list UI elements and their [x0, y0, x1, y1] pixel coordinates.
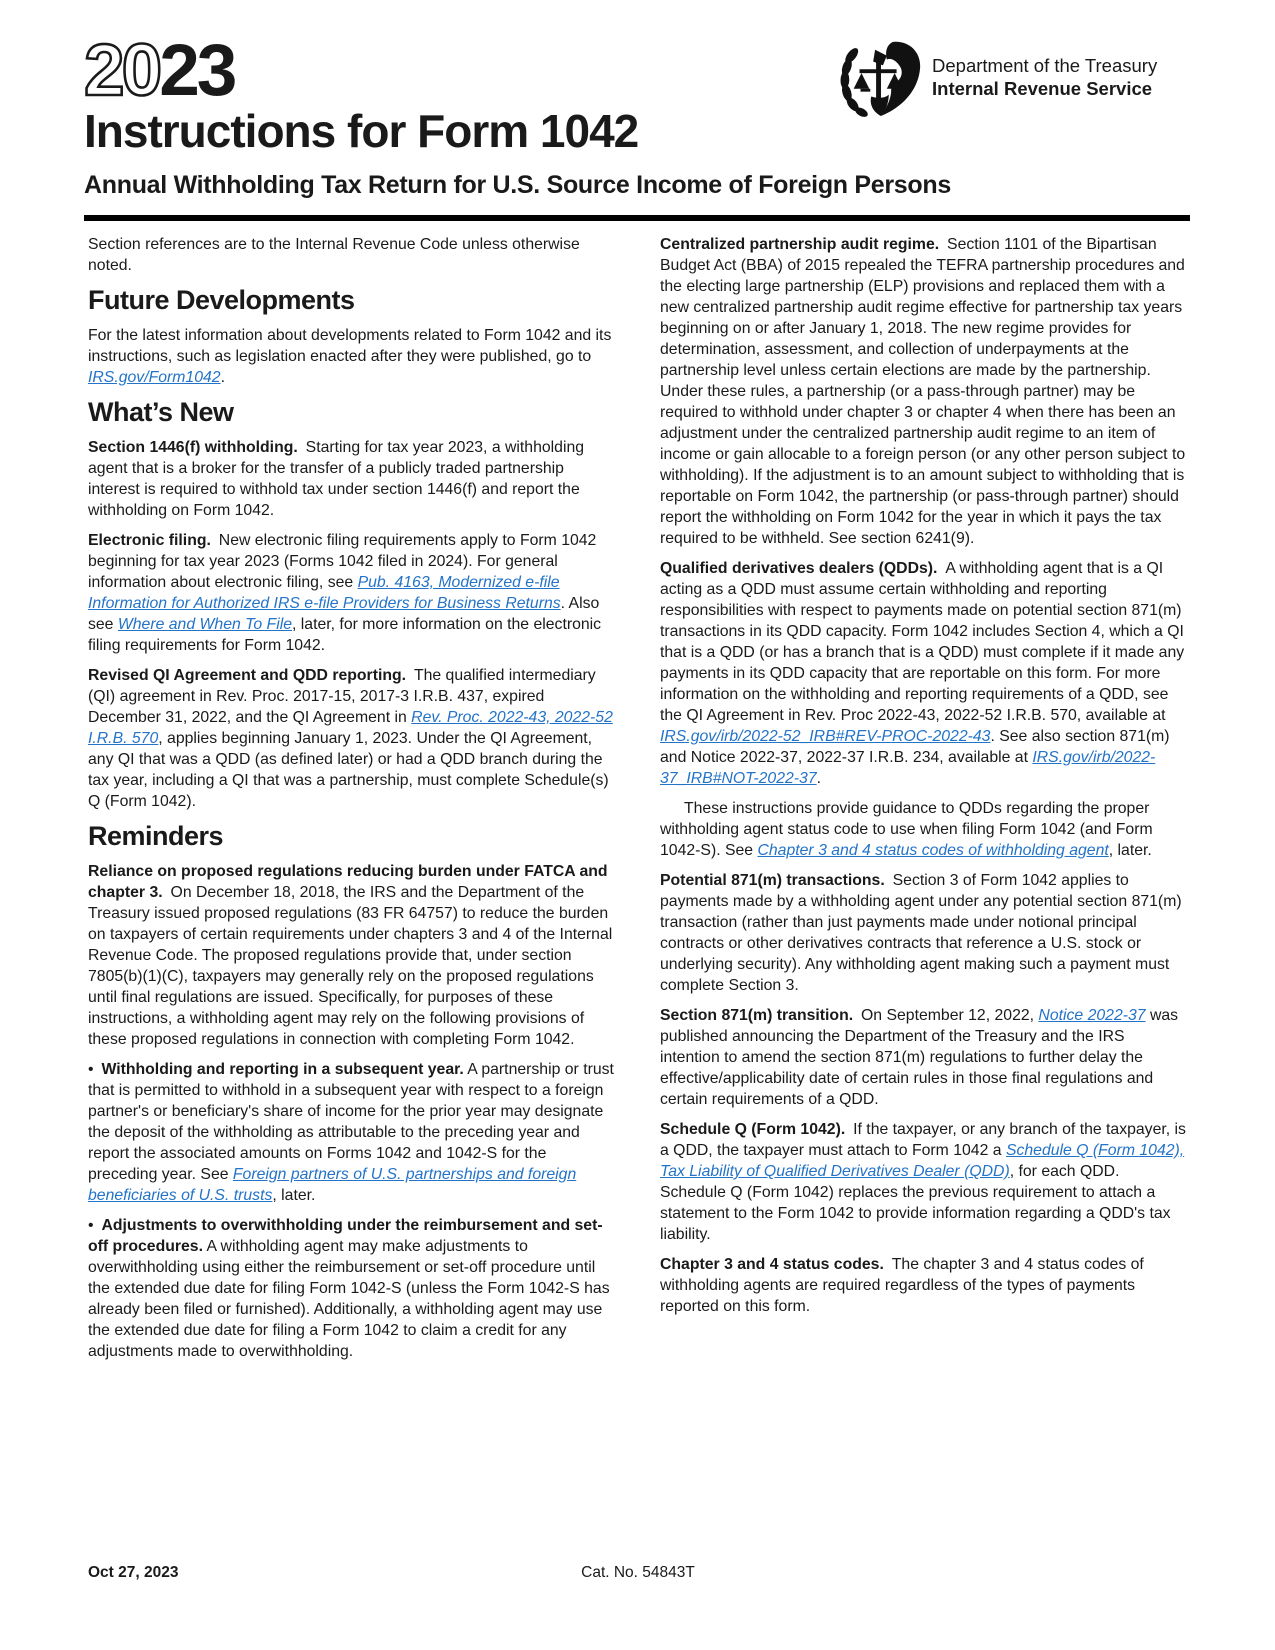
text-run: Centralized partnership audit regime.: [660, 236, 940, 253]
paragraph: [88, 530, 616, 656]
text-run: .: [220, 369, 225, 386]
inline-link[interactable]: IRS.gov/irb/2022-37_IRB#NOT-2022-37: [660, 749, 1156, 787]
tax-year-solid: 23: [159, 30, 235, 111]
text-run: The qualified intermediary (QI) agreement in Rev. Proc. 2017-15, 2017-3 I.R.B. 437, expired December 31, 2022, and the QI Agreement in: [88, 667, 596, 726]
text-run: Qualified derivatives dealers (QDDs).: [660, 560, 938, 577]
text-run: Reliance on proposed regulations reducing burden under FATCA and chapter 3.: [88, 863, 608, 901]
footer-catalog-number: Cat. No. 54843T: [581, 1564, 695, 1581]
paragraph: [88, 437, 616, 521]
footer-date: Oct 27, 2023: [88, 1564, 179, 1581]
agency-block: [836, 40, 1157, 118]
inline-link[interactable]: Notice 2022-37: [1038, 1007, 1146, 1024]
right-column: [660, 234, 1188, 1371]
text-run: , later, for more information on the electronic filing requirements for Form 1042.: [88, 616, 602, 654]
inline-link[interactable]: Schedule Q (Form 1042), Tax Liability of Qualified Derivatives Dealer (QDD): [660, 1142, 1185, 1180]
paragraph: [660, 234, 1188, 549]
text-run: , applies beginning January 1, 2023. Under the QI Agreement, any QI that was a QDD (as defined later) or had a QDD branch during the tax year, including a QI that was a partnership, must complete Schedule(s) Q (Form 1042).: [88, 730, 609, 810]
text-run: Adjustments to overwithholding under the reimbursement and set-off procedures.: [88, 1217, 603, 1255]
text-run: Withholding and reporting in a subsequent year.: [101, 1061, 464, 1078]
paragraph: [660, 798, 1188, 861]
text-run: Section 1446(f) withholding.: [88, 439, 298, 456]
page-title: Instructions for Form 1042: [84, 105, 639, 157]
text-run: Schedule Q (Form 1042).: [660, 1121, 846, 1138]
text-run: The chapter 3 and 4 status codes of withholding agents are required regardless of the types of payments reported on this form.: [660, 1256, 1144, 1315]
text-run: Chapter 3 and 4 status codes.: [660, 1256, 884, 1273]
text-run: . See also section 871(m) and Notice 2022-37, 2022-37 I.R.B. 234, available at: [660, 728, 1170, 766]
paragraph: [660, 1254, 1188, 1317]
bullet-marker: •: [88, 1061, 102, 1078]
text-run: For the latest information about developments related to Form 1042 and its instructions, such as legislation enacted after they were published, go to: [88, 327, 612, 365]
text-run: , later.: [272, 1187, 316, 1204]
inline-link[interactable]: Pub. 4163, Modernized e-file Information for Authorized IRS e-file Providers for Business Returns: [88, 574, 561, 612]
inline-link[interactable]: IRS.gov/irb/2022-52_IRB#REV-PROC-2022-43: [660, 728, 991, 745]
text-run: A withholding agent that is a QI acting as a QDD must assume certain withholding and reporting responsibilities with respect to payments made on potential section 871(m) transactions in its QDD capacity. Form 1042 includes Section 4, which a QI that is a QDD (or has a branch that is a QDD) must complete if it made any payments in its QDD capacity that are reportable on this form. For more information on the withholding and reporting requirements of a QDD, see the QI Agreement in Rev. Proc 2022-43, 2022-52 I.R.B. 570, available at: [660, 560, 1185, 724]
inline-link[interactable]: Rev. Proc. 2022-43, 2022-52 I.R.B. 570: [88, 709, 613, 747]
text-run: . Also see: [88, 595, 600, 633]
inline-link[interactable]: Foreign partners of U.S. partnerships and foreign beneficiaries of U.S. trusts: [88, 1166, 577, 1204]
text-run: was published announcing the Department of the Treasury and the IRS intention to amend the section 871(m) regulations to further delay the effective/applicability date of certain rules in those final regulations and certain requirements of a QDD.: [660, 1007, 1179, 1108]
text-run: Section 3 of Form 1042 applies to payments made by a withholding agent under any potential section 871(m) transaction (rather than just payments made under notional principal contracts or other derivatives contracts that reference a U.S. stock or underlying security). Any withholding agent making such a payment must complete Section 3.: [660, 872, 1182, 994]
bullet-marker: •: [88, 1217, 102, 1234]
inline-link[interactable]: Chapter 3 and 4 status codes of withholding agent: [757, 842, 1109, 859]
text-run: Revised QI Agreement and QDD reporting.: [88, 667, 407, 684]
paragraph: [660, 870, 1188, 996]
text-run: A withholding agent may make adjustments to overwithholding using either the reimbursement or set-off procedure until the extended due date for filing Form 1042-S (unless the Form 1042-S has already been filed or furnished). Additionally, a withholding agent may use the extended due date for filing a Form 1042 to claim a credit for any adjustments made to overwithholding.: [88, 1238, 610, 1360]
section-heading: Future Developments: [88, 285, 355, 315]
agency-line1: Department of the Treasury: [932, 55, 1158, 76]
text-run: Section 871(m) transition.: [660, 1007, 854, 1024]
text-run: On September 12, 2022,: [853, 1007, 1039, 1024]
inline-link[interactable]: Where and When To File: [117, 616, 293, 633]
section-heading: What’s New: [88, 397, 234, 427]
text-run: Section references are to the Internal Revenue Code unless otherwise noted.: [88, 236, 580, 274]
paragraph: [88, 861, 616, 1050]
text-run: .: [816, 770, 821, 787]
inline-link[interactable]: IRS.gov/Form1042: [88, 369, 221, 386]
left-column: [88, 234, 616, 1371]
paragraph: [660, 1119, 1188, 1245]
page-footer: [88, 1564, 1188, 1582]
text-run: Starting for tax year 2023, a withholding agent that is a broker for the transfer of a publicly traded partnership interest is required to withhold tax under section 1446(f) and report the withholding on Form 1042.: [88, 439, 585, 519]
bullet-paragraph: [88, 1059, 616, 1206]
paragraph: [88, 325, 616, 388]
text-run: These instructions provide guidance to QDDs regarding the proper withholding agent status code to use when filing Form 1042 (and Form 1042-S). See: [660, 800, 1153, 859]
text-run: Potential 871(m) transactions.: [660, 872, 885, 889]
bullet-paragraph: [88, 1215, 616, 1362]
form-subtitle: Annual Withholding Tax Return for U.S. Source Income of Foreign Persons: [84, 171, 951, 199]
text-run: , for each QDD. Schedule Q (Form 1042) replaces the previous requirement to attach a statement to the Form 1042 to provide information regarding a QDD's tax liability.: [660, 1163, 1171, 1243]
agency-line2: Internal Revenue Service: [932, 78, 1153, 99]
agency-text: [932, 40, 1157, 100]
section-heading: Reminders: [88, 821, 224, 851]
paragraph: [88, 234, 616, 276]
irs-eagle-logo: [836, 40, 924, 118]
text-run: A partnership or trust that is permitted to withhold in a subsequent year with respect to a foreign partner's or beneficiary's share of income for the prior year may designate the deposit of the withholding as attributable to the preceding year and report the associated amounts on Forms 1042 and 1042-S for the preceding year. See: [88, 1061, 614, 1183]
tax-year: [84, 30, 235, 111]
tax-year-outline: 20: [84, 30, 160, 111]
document-body: [88, 234, 1188, 1371]
text-run: Electronic filing.: [88, 532, 211, 549]
text-run: Section 1101 of the Bipartisan Budget Act (BBA) of 2015 repealed the TEFRA partnership procedures and the electing large partnership (ELP) provisions and replaced them with a new centralized partnership audit regime effective for partnership tax years beginning on or after January 1, 2018. The new regime provides for determination, assessment, and collection of underpayments at the partnership level unless certain elections are made by the partnership. Under these rules, a partnership (or a pass-through partner) may be required to withhold under chapter 3 or chapter 4 when there has been an adjustment under the centralized partnership audit regime to an item of income or gain allocable to a foreign person (or any other person subject to withholding). If the adjustment is to an amount subject to withholding that is reportable on Form 1042, the partnership (or pass-through partner) should report the withholding on Form 1042 for the year in which it pays the tax required to be withheld. See section 6241(9).: [660, 236, 1186, 547]
text-run: If the taxpayer, or any branch of the taxpayer, is a QDD, the taxpayer must attach to Form 1042 a: [660, 1121, 1186, 1159]
text-run: On December 18, 2018, the IRS and the Department of the Treasury issued proposed regulations (83 FR 64757) to reduce the burden on taxpayers of certain requirements under chapters 3 and 4 of the Internal Revenue Code. The proposed regulations provide that, under section 7805(b)(1)(C), taxpayers may generally rely on the proposed regulations until final regulations are issued. Specifically, for purposes of these instructions, a withholding agent may rely on the following provisions of these proposed regulations in connection with completing Form 1042.: [88, 884, 613, 1048]
text-run: New electronic filing requirements apply to Form 1042 beginning for tax year 2023 (Forms 1042 filed in 2024). For general information about electronic filing, see: [88, 532, 597, 591]
paragraph: [660, 558, 1188, 789]
header-rule: [84, 215, 1190, 221]
paragraph: [660, 1005, 1188, 1110]
text-run: , later.: [1108, 842, 1152, 859]
paragraph: [88, 665, 616, 812]
